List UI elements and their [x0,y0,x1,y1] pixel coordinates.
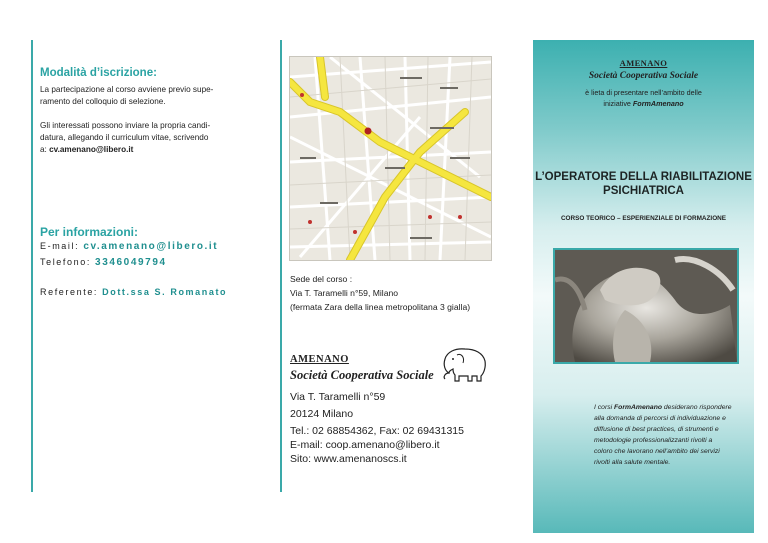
desc-prefix: I corsi [594,404,615,411]
iscrizione-line-1: La partecipazione al corso avviene previo supe- [40,85,214,94]
cover-intro-line-2 [533,98,754,109]
info-title [40,225,138,239]
course-subtitle: CORSO TEORICO – ESPERIENZIALE DI FORMAZIONE [560,215,727,222]
desc-line-1 [594,402,744,413]
left-divider [31,40,33,492]
sede-block [290,272,470,314]
desc-line-6: rivolti alla salute mentale. [594,459,671,466]
middle-divider [280,40,282,492]
iscrizione-prefix: a: [40,145,50,154]
email-link[interactable]: cv.amenano@libero.it [83,241,219,252]
cover-org-name: AMENANO [619,58,668,68]
phone-label: Telefono: [40,257,96,267]
info-title-text: Per informazioni: [40,225,139,239]
iscrizione-email[interactable]: cv.amenano@libero.it [49,145,134,154]
elephant-logo-icon [439,343,493,383]
iscrizione-line-5 [40,144,240,156]
contact-tel: Tel.: 02 68854362, Fax: 02 69431315 [290,425,464,437]
sede-note: (fermata Zara della linea metropolitana 3 gialla) [290,302,471,312]
phone-value: 3346049794 [95,257,167,268]
iscrizione-text [40,84,240,156]
contact-email[interactable]: E-mail: coop.amenano@libero.it [290,439,440,451]
contact-city: 20124 Milano [290,408,354,420]
iscrizione-line-2: ramento del colloquio di selezione. [40,97,166,106]
sede-title: Sede del corso : [290,274,353,284]
desc-line-2: alla domanda di percorsi di individuazione e [594,415,726,422]
cover-intro [533,87,754,109]
iscrizione-line-4: datura, allegando il curriculum vitae, scrivendo [40,133,209,142]
desc-line-4: metodologie professionalizzanti rivolti a [594,437,713,444]
org-subtitle: Società Cooperativa Sociale [290,368,434,382]
iscrizione-line-3: Gli interessati possono inviare la propria candi- [40,121,211,130]
info-phone-row [40,257,167,268]
course-title-line-1: L’OPERATORE DELLA RIABILITAZIONE [535,171,752,183]
cover-intro-prefix: iniziative [603,99,633,108]
cover-intro-brand: FormAmenano [632,99,684,108]
desc-suffix: desiderano rispondere [662,404,732,411]
location-map[interactable] [289,56,492,261]
desc-line-3: diffusione di best practices, di strumenti e [594,426,719,433]
info-referente-row [40,287,227,297]
contact-block [290,390,464,466]
iscrizione-title: Modalità d’iscrizione: [40,67,157,79]
course-description [594,402,744,468]
desc-line-5: coloro che lavorano nell’ambito dei servizi [594,448,720,455]
map-graphic [290,57,491,260]
org-block [290,354,434,383]
org-name: AMENANO [290,354,349,365]
contact-site[interactable]: Sito: www.amenanoscs.it [290,453,407,465]
referente-value: Dott.ssa S. Romanato [102,287,228,297]
course-title-line-2: PSICHIATRICA [603,185,684,197]
course-title [533,170,754,198]
desc-brand: FormAmenano [614,404,662,411]
sede-address: Via T. Taramelli n°59, Milano [290,288,399,298]
contact-address: Via T. Taramelli n°59 [290,391,386,403]
info-email-row [40,241,218,252]
cover-intro-line-1: è lieta di presentare nell’ambito delle [585,88,702,97]
statue-photo [553,248,739,364]
referente-label: Referente: [40,287,103,297]
email-label: E-mail: [40,241,84,251]
cover-org-subtitle: Società Cooperativa Sociale [588,71,699,81]
location-pin-icon [365,128,372,135]
